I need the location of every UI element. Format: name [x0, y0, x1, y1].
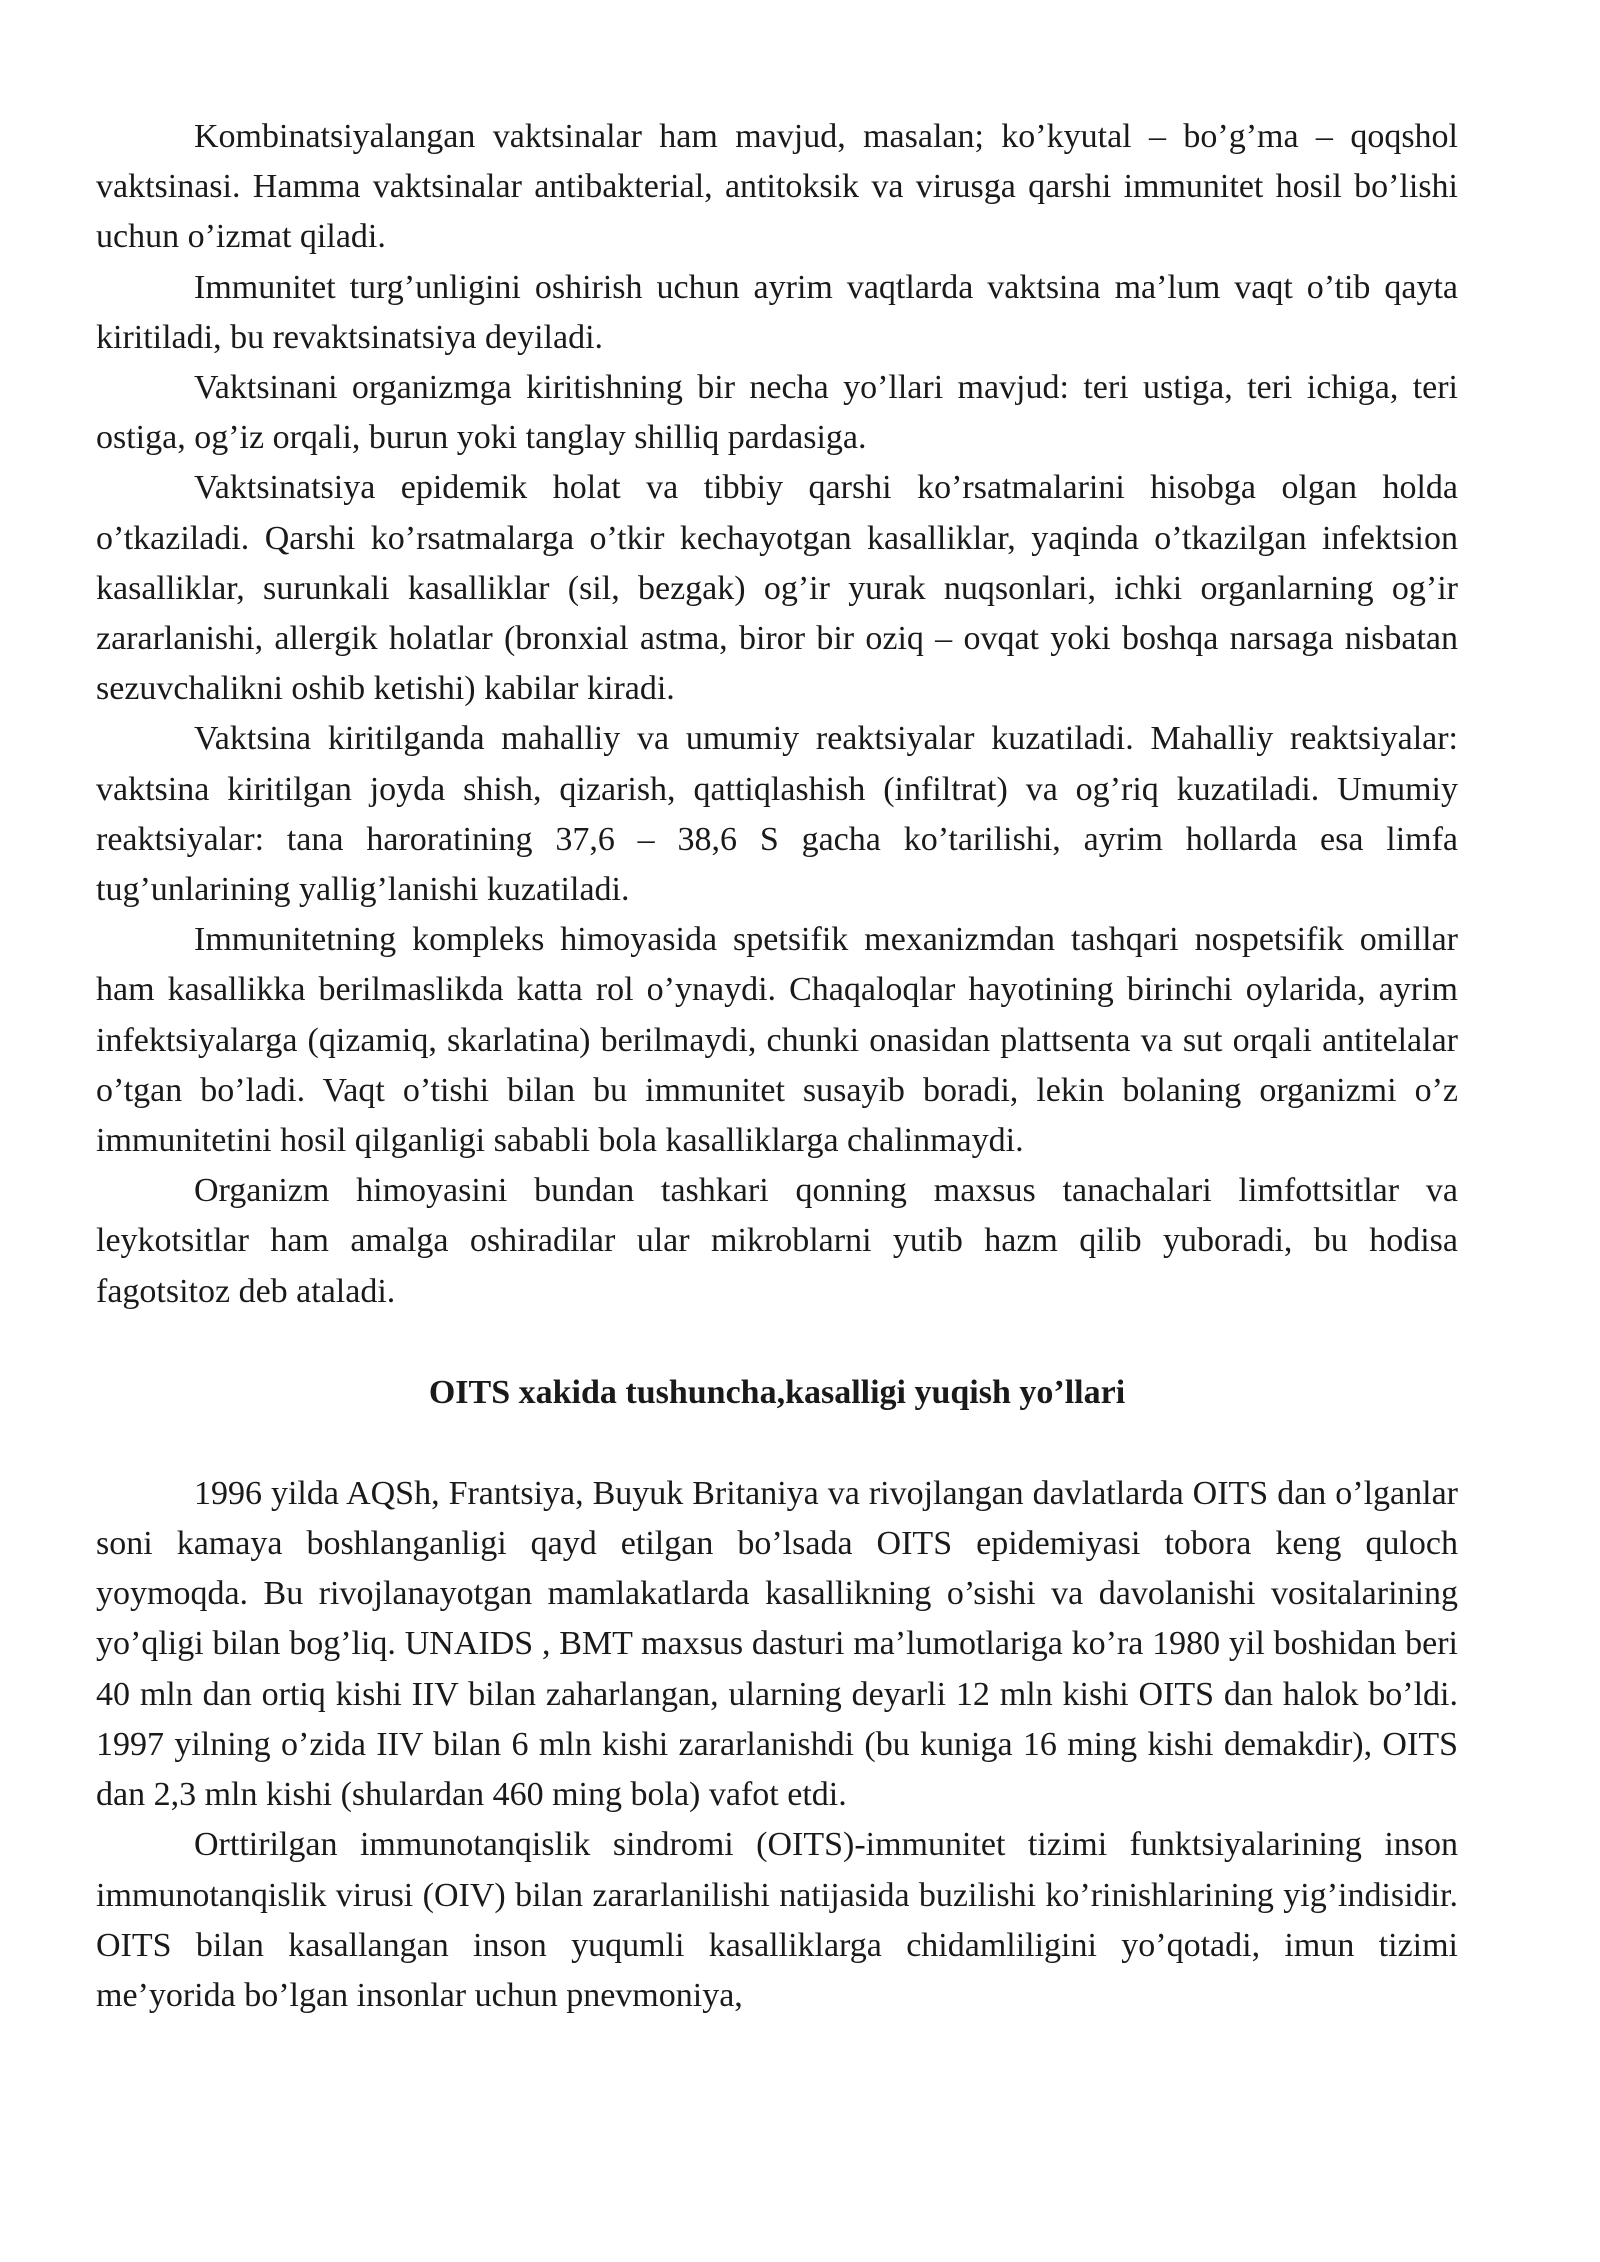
- paragraph-phagocytosis: Organizm himoyasini bundan tashkari qonning maxsus tanachalari limfottsitlar va leykotsitlar ham amalga oshiradilar ular mikroblarni yutib hazm qilib yuboradi, bu hodisa fagotsitoz deb ataladi.: [96, 1172, 1458, 1310]
- paragraph-oits-definition: Orttirilgan immunotanqislik sindromi (OITS)-immunitet tizimi funktsiyalarining inson immunotanqislik virusi (OIV) bilan zararlanilishi natijasida buzilishi ko’rinishlarining yig’indisidir. OITS bilan kasallangan inson yuqumli kasalliklarga chidamliligini yo’qotadi, imun tizimi me’yorida bo’lgan insonlar uchun pnevmoniya,: [96, 1826, 1458, 2014]
- paragraph-combined-vaccines: Kombinatsiyalangan vaktsinalar ham mavjud, masalan; ko’kyutal – bo’g’ma – qoqshol vaktsinasi. Hamma vaktsinalar antibakterial, antitoksik va virusga qarshi immunitet hosil bo’lishi uchun o’izmat qiladi.: [96, 118, 1458, 256]
- paragraph-contraindications: Vaktsinatsiya epidemik holat va tibbiy qarshi ko’rsatmalarini hisobga olgan holda o’tkaziladi. Qarshi ko’rsatmalarga o’tkir kechayotgan kasalliklar, yaqinda o’tkazilgan infektsion kasalliklar, surunkali kasalliklar (sil, bezgak) og’ir yurak nuqsonlari, ichki organlarning og’ir zararlanishi, allergik holatlar (bronxial astma, biror bir oziq – ovqat yoki boshqa narsaga nisbatan sezuvchalikni oshib ketishi) kabilar kiradi.: [96, 469, 1458, 708]
- paragraph-oits-statistics: 1996 yilda AQSh, Frantsiya, Buyuk Britaniya va rivojlangan davlatlarda OITS dan o’lganlar soni kamaya boshlanganligi qayd etilgan bo’lsada OITS epidemiyasi tobora keng quloch yoymoqda. Bu rivojlanayotgan mamlakatlarda kasallikning o’sishi va davolanishi vositalarining yo’qligi bilan bog’liq. UNAIDS , BMT maxsus dasturi ma’lumotlariga ko’ra 1980 yil boshidan beri 40 mln dan ortiq kishi IIV bilan zaharlangan, ularning deyarli 12 mln kishi OITS dan halok bo’ldi. 1997 yilning o’zida IIV bilan 6 mln kishi zararlanishdi (bu kuniga 16 ming kishi demakdir), OITS dan 2,3 mln kishi (shulardan 460 ming bola) vafot etdi.: [96, 1474, 1458, 1814]
- paragraph-vaccine-routes: Vaktsinani organizmga kiritishning bir necha yo’llari mavjud: teri ustiga, teri ichiga, teri ostiga, og’iz orqali, burun yoki tanglay shilliq pardasiga.: [96, 369, 1458, 457]
- document-page: [96, 112, 1458, 2021]
- paragraph-nonspecific-factors: Immunitetning kompleks himoyasida spetsifik mexanizmdan tashqari nospetsifik omillar ham kasallikka berilmaslikda katta rol o’ynaydi. Chaqaloqlar hayotining birinchi oylarida, ayrim infektsiyalarga (qizamiq, skarlatina) berilmaydi, chunki onasidan plattsenta va sut orqali antitelalar o’tgan bo’ladi. Vaqt o’tishi bilan bu immunitet susayib boradi, lekin bolaning organizmi o’z immunitetini hosil qilganligi sababli bola kasalliklarga chalinmaydi.: [96, 921, 1458, 1160]
- section-heading-oits: OITS xakida tushuncha,kasalligi yuqish yo’llari: [428, 1373, 1126, 1411]
- paragraph-reactions: Vaktsina kiritilganda mahalliy va umumiy reaktsiyalar kuzatiladi. Mahalliy reaktsiyalar: vaktsina kiritilgan joyda shish, qizarish, qattiqlashish (infiltrat) va og’riq kuzatiladi. Umumiy reaktsiyalar: tana haroratining 37,6 – 38,6 S gacha ko’tarilishi, ayrim hollarda esa limfa tug’unlarining yallig’lanishi kuzatiladi.: [96, 720, 1458, 909]
- paragraph-revaccination: Immunitet turg’unligini oshirish uchun ayrim vaqtlarda vaktsina ma’lum vaqt o’tib qayta kiritiladi, bu revaktsinatsiya deyiladi.: [96, 268, 1458, 356]
